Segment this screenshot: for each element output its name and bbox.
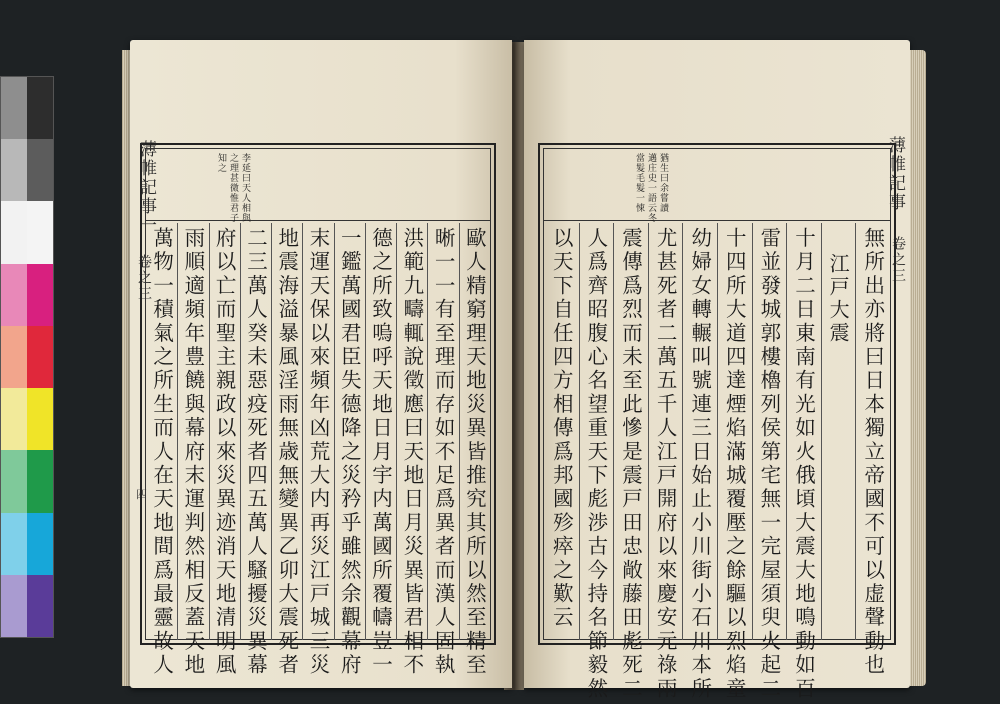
column-rule <box>579 223 580 640</box>
right-note-line-1: 猶生曰余嘗讀 <box>658 153 668 213</box>
color-chip <box>1 264 27 326</box>
right-note-line-3: 當髮毛髮一悚 <box>634 153 644 213</box>
column-rule <box>271 223 272 640</box>
left-page-column: 歐人精窮理天地災異皆推究其所以然至精至 <box>462 227 487 678</box>
left-header-band <box>145 148 491 221</box>
right-page-column: 以天下自任四方相傳爲邦國殄瘁之歎云 <box>549 227 574 630</box>
color-chip <box>27 264 53 326</box>
color-chip <box>27 513 53 575</box>
right-note-line-2: 邁庄史一語云冬 <box>646 153 656 223</box>
left-note-line-1: 李延曰天人相與 <box>240 153 250 223</box>
left-folio: 四 <box>136 488 147 501</box>
right-margin-title: 薄帷記事 <box>885 136 905 212</box>
right-page-column: 人爲齊昭腹心名望重天下彪渉古今持名節毅然 <box>583 227 608 701</box>
left-page-column: 晰一一有至理而存如不足爲異者而漢人固執 <box>431 227 456 678</box>
open-book <box>120 36 928 701</box>
left-note-line-2: 之理甚微惟君子 <box>228 153 238 223</box>
left-note-line-3: 知之 <box>216 153 226 173</box>
right-page-column: 江戸大震 <box>826 253 851 345</box>
left-page-column: 雨順適頻年豊饒與幕府末運判然相反蓋天地 <box>180 227 205 678</box>
right-margin-volume: 卷之三 <box>890 236 906 284</box>
column-rule <box>752 223 753 640</box>
left-page-column: 府以亡而聖主親政以來災異迹消天地清明風 <box>212 227 237 678</box>
color-chip <box>1 77 27 139</box>
color-chip <box>1 139 27 201</box>
right-header-band <box>543 148 891 221</box>
column-rule <box>682 223 683 640</box>
left-page-column: 二三萬人癸未惡疫死者四五萬人騷擾災異幕 <box>243 227 268 678</box>
right-page <box>524 40 910 701</box>
color-chip <box>27 388 53 450</box>
color-chip <box>27 326 53 388</box>
left-text-frame <box>140 143 496 678</box>
right-page-column: 十四所大道四達煙焰滿城覆壓之餘驅以烈焰童 <box>722 227 747 701</box>
column-rule <box>613 223 614 640</box>
column-rule <box>648 223 649 640</box>
color-chip <box>27 575 53 637</box>
column-rule <box>459 223 460 640</box>
right-page-column: 雷並發城郭樓櫓列侯第宅無一完屋須臾火起二 <box>756 227 781 701</box>
color-chip <box>27 139 53 201</box>
color-calibration-strip <box>0 76 54 638</box>
color-chip <box>1 450 27 512</box>
right-page-column: 無所出亦將曰日本獨立帝國不可以虚聲動也 <box>860 227 885 678</box>
left-page-column: 一鑑萬國君臣失德降之災矜乎雖然余觀幕府 <box>337 227 362 678</box>
column-rule <box>821 223 822 640</box>
column-rule <box>717 223 718 640</box>
color-chip <box>1 513 27 575</box>
color-chip <box>1 388 27 450</box>
column-rule <box>365 223 366 640</box>
right-page-column: 尤甚死者二萬五千人江戸開府以來慶安元祿兩 <box>653 227 678 701</box>
left-page-column: 德之所致嗚呼天地日月宇内萬國所覆幬豈一 <box>368 227 393 678</box>
color-chip <box>27 450 53 512</box>
right-text-frame <box>538 143 896 701</box>
left-margin-title: 薄帷記事一 <box>136 140 156 235</box>
color-chip <box>27 201 53 263</box>
right-page-column: 幼婦女轉輾叫號連三日始止小川街小石川本所 <box>687 227 712 701</box>
column-rule <box>209 223 210 640</box>
color-chip <box>1 201 27 263</box>
color-chip <box>1 575 27 637</box>
column-rule <box>177 223 178 640</box>
color-chip <box>1 326 27 388</box>
column-rule <box>855 223 856 640</box>
column-rule <box>334 223 335 640</box>
left-page-column: 地震海溢暴風淫雨無歳無變異乙卯大震死者 <box>274 227 299 678</box>
right-page-column: 十月二日東南有光如火俄頃大震大地鳴動如百 <box>791 227 816 701</box>
column-rule <box>240 223 241 640</box>
left-margin-volume: 卷之三 <box>136 254 152 302</box>
column-rule <box>427 223 428 640</box>
left-page-column: 洪範九疇輒說徵應曰天地日月災異皆君相不 <box>399 227 424 678</box>
column-rule <box>786 223 787 640</box>
color-chip <box>27 77 53 139</box>
left-page-column: 萬物一積氣之所生而人在天地間爲最靈故人 <box>149 227 174 678</box>
left-page <box>130 40 512 688</box>
right-page-column: 震傳爲烈而未至此慘是震戸田忠敞藤田彪死二 <box>618 227 643 701</box>
page-edges-right <box>910 50 926 686</box>
left-page-column: 末運天保以來頻年凶荒大内再災江戸城三災 <box>306 227 330 678</box>
column-rule <box>302 223 303 640</box>
column-rule <box>396 223 397 640</box>
